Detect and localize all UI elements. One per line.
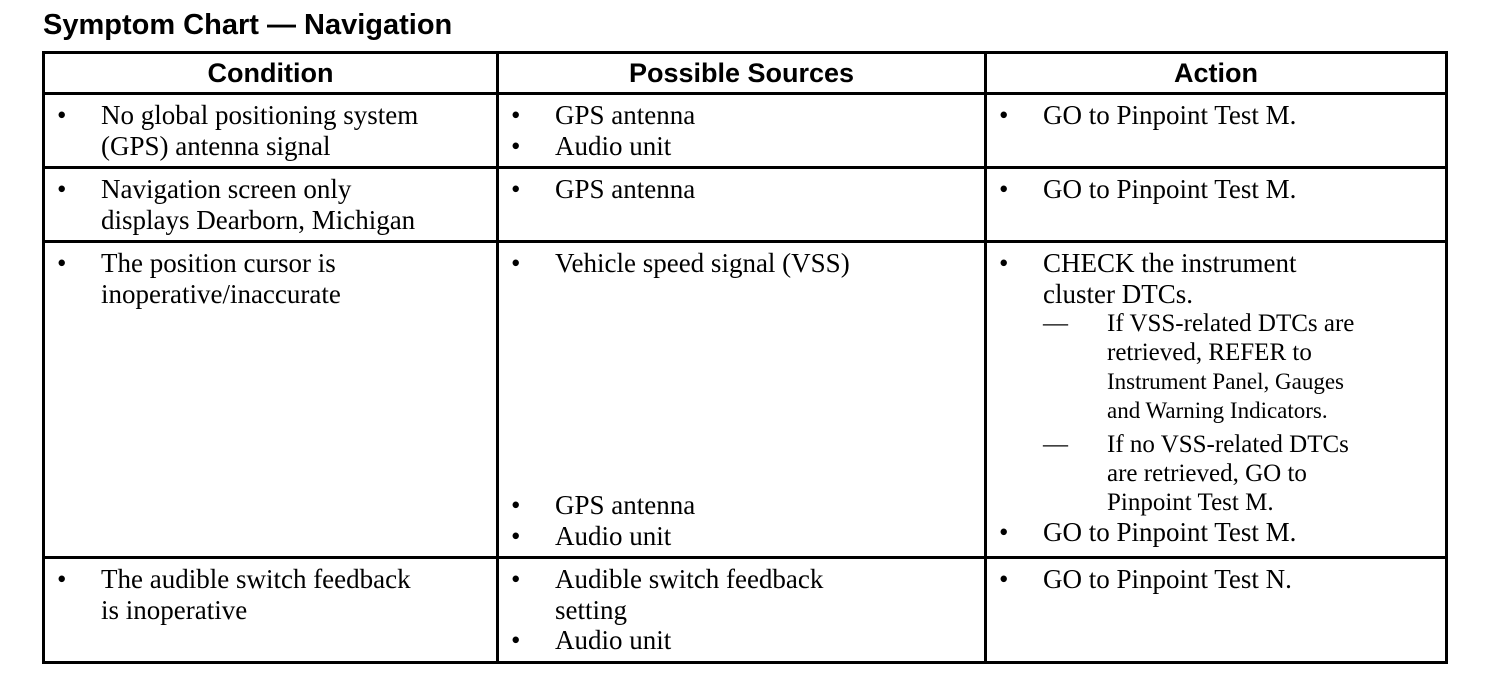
action-sub-text: If no VSS-related DTCs xyxy=(1107,431,1349,458)
header-condition: Condition xyxy=(44,53,498,94)
source-item xyxy=(509,131,976,162)
sources-cell xyxy=(498,242,986,558)
action-cell xyxy=(986,242,1447,558)
condition-line: Navigation screen only xyxy=(101,174,352,204)
source-text: Audio unit xyxy=(555,130,672,161)
action-text: GO to Pinpoint Test M. xyxy=(1043,100,1297,130)
table-header-row xyxy=(44,53,1447,94)
action-item xyxy=(997,100,1437,131)
condition-line: No global positioning system xyxy=(101,100,419,130)
action-text: CHECK the instrument xyxy=(1043,248,1297,278)
dash-icon: — xyxy=(1043,431,1068,458)
action-subitem xyxy=(1043,309,1437,425)
dash-icon: — xyxy=(1043,310,1068,337)
action-reference-text: Instrument Panel, Gauges xyxy=(1107,369,1344,394)
condition-line: inoperative/inaccurate xyxy=(101,278,341,309)
bullet-icon: • xyxy=(57,564,67,594)
bullet-icon: • xyxy=(999,100,1009,130)
condition-cell xyxy=(44,168,498,242)
source-item xyxy=(509,564,976,625)
table-row xyxy=(44,94,1447,168)
action-sub-text: retrieved, REFER to xyxy=(1107,339,1312,366)
condition-cell xyxy=(44,94,498,168)
bullet-icon: • xyxy=(57,248,67,278)
source-item xyxy=(509,490,976,521)
source-text: Audible switch feedback xyxy=(555,564,824,594)
source-item xyxy=(509,625,976,656)
action-subitem xyxy=(1043,430,1437,517)
bullet-icon: • xyxy=(999,517,1009,547)
action-item xyxy=(997,248,1437,517)
action-sub-text: Pinpoint Test M. xyxy=(1107,489,1274,516)
source-text: GPS antenna xyxy=(555,100,696,130)
table-row xyxy=(44,558,1447,663)
table-row xyxy=(44,168,1447,242)
condition-cell xyxy=(44,558,498,663)
source-item xyxy=(509,100,976,131)
condition-item xyxy=(55,100,488,161)
condition-item xyxy=(55,564,488,625)
bullet-icon: • xyxy=(511,490,521,520)
condition-line: is inoperative xyxy=(101,594,248,625)
sources-cell xyxy=(498,94,986,168)
table-row xyxy=(44,242,1447,558)
action-text: cluster DTCs. xyxy=(1043,278,1193,309)
bullet-icon: • xyxy=(999,564,1009,594)
source-item xyxy=(509,174,976,205)
condition-item xyxy=(55,174,488,235)
bullet-icon: • xyxy=(511,130,521,161)
action-cell xyxy=(986,94,1447,168)
chart-title: Symptom Chart — Navigation xyxy=(43,9,453,41)
bullet-icon: • xyxy=(511,174,521,204)
source-text: Audio unit xyxy=(555,625,672,655)
action-item xyxy=(997,174,1437,205)
sources-cell xyxy=(498,168,986,242)
bullet-icon: • xyxy=(511,100,521,130)
condition-line: displays Dearborn, Michigan xyxy=(101,204,416,235)
condition-line: The audible switch feedback xyxy=(101,564,411,594)
bullet-icon: • xyxy=(511,564,521,594)
action-text: GO to Pinpoint Test N. xyxy=(1043,564,1292,594)
header-action: Action xyxy=(986,53,1447,94)
condition-cell xyxy=(44,242,498,558)
source-text: GPS antenna xyxy=(555,490,696,520)
source-text: Audio unit xyxy=(555,520,672,551)
bullet-icon: • xyxy=(57,174,67,204)
action-sub-text: If VSS-related DTCs are xyxy=(1107,310,1355,337)
action-sub-text: are retrieved, GO to xyxy=(1107,460,1307,487)
bullet-icon: • xyxy=(999,248,1009,278)
condition-line: (GPS) antenna signal xyxy=(101,130,331,161)
action-reference-text: and Warning Indicators. xyxy=(1107,398,1328,423)
header-possible-sources: Possible Sources xyxy=(498,53,986,94)
action-text: GO to Pinpoint Test M. xyxy=(1043,174,1297,204)
source-item xyxy=(509,248,976,279)
condition-item xyxy=(55,248,488,309)
source-text: Vehicle speed signal (VSS) xyxy=(555,248,850,278)
bullet-icon: • xyxy=(57,100,67,130)
source-text: GPS antenna xyxy=(555,174,696,204)
symptom-chart-table xyxy=(42,51,1448,664)
action-cell xyxy=(986,168,1447,242)
source-text: setting xyxy=(555,594,627,625)
sources-bottom-list xyxy=(509,490,976,551)
bullet-icon: • xyxy=(999,174,1009,204)
action-item xyxy=(997,564,1437,595)
bullet-icon: • xyxy=(511,625,521,655)
action-item xyxy=(997,517,1437,548)
condition-line: The position cursor is xyxy=(101,248,336,278)
source-item xyxy=(509,521,976,552)
bullet-icon: • xyxy=(511,520,521,551)
bullet-icon: • xyxy=(511,248,521,278)
action-cell xyxy=(986,558,1447,663)
sources-cell xyxy=(498,558,986,663)
action-text: GO to Pinpoint Test M. xyxy=(1043,517,1297,547)
